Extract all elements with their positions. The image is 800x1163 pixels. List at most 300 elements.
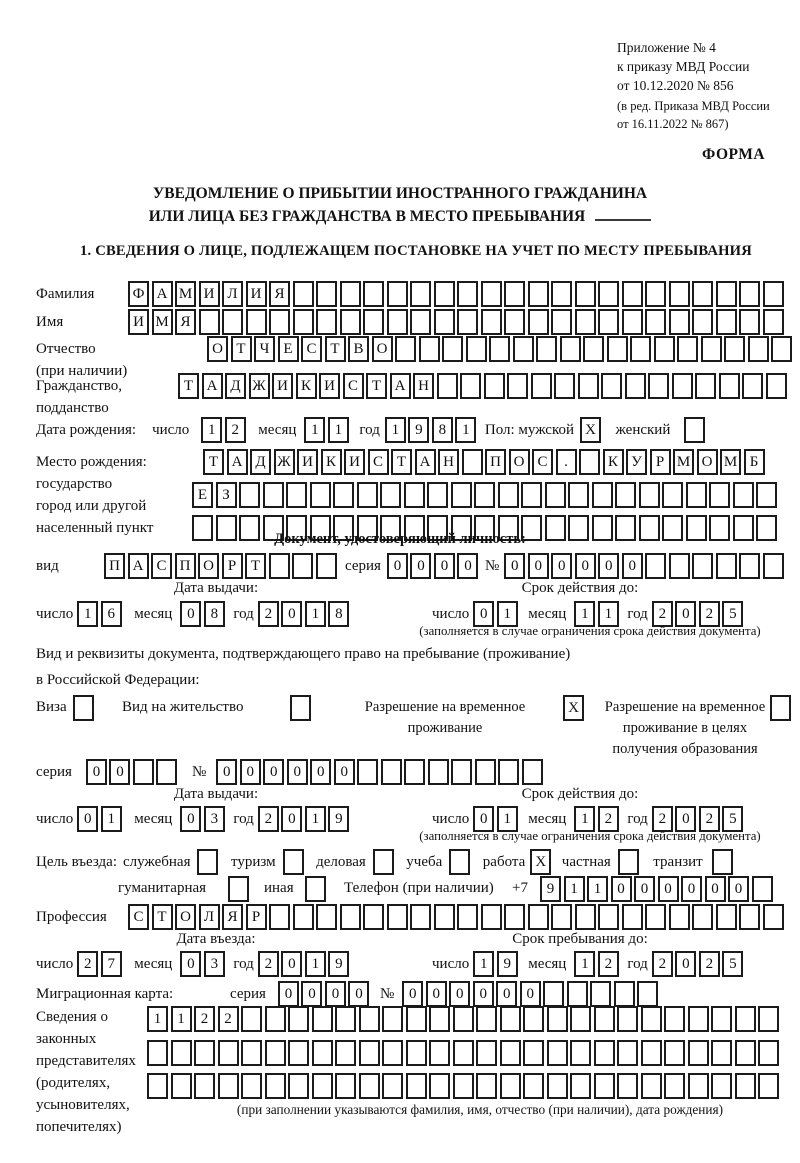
char-box: С — [368, 449, 389, 475]
char-box: 2 — [258, 951, 279, 977]
char-box — [286, 482, 307, 508]
doc-number-label: № — [484, 557, 500, 574]
sex-male-label: Пол: мужской — [484, 421, 575, 438]
char-box: 0 — [310, 759, 331, 785]
birthdate-row — [36, 417, 708, 443]
char-box — [575, 904, 596, 930]
year-label: год — [233, 810, 254, 827]
char-box: И — [128, 309, 149, 335]
representatives-row1-boxes — [147, 1006, 782, 1032]
char-box: Т — [178, 373, 199, 399]
birth-month-boxes — [304, 417, 351, 443]
char-box: 0 — [325, 981, 346, 1007]
char-box — [688, 1006, 709, 1032]
char-box: 9 — [328, 951, 349, 977]
char-box — [615, 482, 636, 508]
surname-boxes — [128, 281, 786, 307]
char-box — [380, 482, 401, 508]
firstname-row — [36, 309, 786, 335]
char-box — [194, 1073, 215, 1099]
doc-kind-label: вид — [36, 557, 59, 574]
char-box: О — [697, 449, 718, 475]
char-box: 2 — [699, 601, 720, 627]
char-box — [528, 904, 549, 930]
char-box — [197, 849, 218, 875]
char-box — [476, 1006, 497, 1032]
char-box — [269, 553, 290, 579]
char-box — [504, 904, 525, 930]
char-box — [269, 309, 290, 335]
char-box — [290, 695, 311, 721]
stay-doc-intro2: в Российской Федерации: — [36, 672, 200, 688]
char-box — [716, 281, 737, 307]
char-box — [382, 1040, 403, 1066]
char-box: 0 — [402, 981, 423, 1007]
char-box: 0 — [180, 806, 201, 832]
char-box: 0 — [301, 981, 322, 1007]
char-box — [554, 373, 575, 399]
issued-year-boxes — [258, 601, 352, 627]
char-box — [695, 373, 716, 399]
char-box — [672, 373, 693, 399]
char-box — [528, 309, 549, 335]
char-box: С — [343, 373, 364, 399]
purpose-official-checkbox — [197, 849, 221, 875]
char-box — [645, 309, 666, 335]
stay-until-title: Срок пребывания до: — [512, 931, 648, 947]
char-box: 0 — [281, 806, 302, 832]
char-box: Т — [203, 449, 224, 475]
char-box: 3 — [204, 806, 225, 832]
char-box — [711, 1040, 732, 1066]
entry-month-boxes — [180, 951, 227, 977]
char-box: Т — [245, 553, 266, 579]
char-box: 0 — [457, 553, 478, 579]
char-box: 0 — [387, 553, 408, 579]
char-box — [335, 1006, 356, 1032]
sex-female-checkbox — [684, 417, 708, 443]
migcard-number-label: № — [379, 985, 395, 1002]
char-box — [662, 482, 683, 508]
char-box — [763, 309, 784, 335]
char-box — [147, 1073, 168, 1099]
char-box: Б — [744, 449, 765, 475]
day-label: число — [36, 605, 74, 622]
char-box — [406, 1073, 427, 1099]
residence-permit-label: Вид на жительство — [122, 699, 244, 715]
char-box — [547, 1073, 568, 1099]
char-box — [551, 281, 572, 307]
doc-kind-boxes — [104, 553, 339, 579]
entry-purpose-row — [36, 849, 735, 875]
firstname-boxes — [128, 309, 786, 335]
char-box — [357, 482, 378, 508]
char-box — [756, 482, 777, 508]
char-box: 8 — [432, 417, 453, 443]
char-box — [669, 553, 690, 579]
char-box — [453, 1073, 474, 1099]
char-box — [504, 281, 525, 307]
char-box — [545, 482, 566, 508]
temp-residence-education-label: Разрешение на временное проживание в целях получения образования — [604, 699, 766, 757]
char-box — [429, 1006, 450, 1032]
purpose-other-label: иная — [264, 880, 294, 896]
day-label: число — [36, 955, 74, 972]
char-box — [735, 1073, 756, 1099]
char-box — [288, 1073, 309, 1099]
citizenship-row — [36, 373, 789, 419]
char-box — [766, 373, 787, 399]
char-box — [648, 373, 669, 399]
temp-residence-education-checkbox — [770, 695, 794, 721]
char-box: Я — [222, 904, 243, 930]
char-box — [771, 336, 792, 362]
char-box — [692, 309, 713, 335]
char-box — [335, 1040, 356, 1066]
char-box — [305, 876, 326, 902]
char-box — [241, 1006, 262, 1032]
doc-series-boxes — [387, 553, 481, 579]
char-box — [590, 981, 611, 1007]
char-box — [293, 904, 314, 930]
char-box — [429, 1040, 450, 1066]
purpose-work-label: работа — [482, 853, 526, 870]
profession-row — [36, 904, 786, 930]
issued-month-boxes — [180, 601, 227, 627]
char-box — [523, 1073, 544, 1099]
phone-label: Телефон (при наличии) — [344, 880, 494, 896]
char-box: Т — [231, 336, 252, 362]
purpose-humanitarian-checkbox — [228, 876, 252, 902]
char-box — [598, 309, 619, 335]
representatives-labels: Сведения о законных представителях (родителях, усыновителях, попечителях) — [36, 1009, 136, 1135]
char-box — [567, 981, 588, 1007]
migration-card-label: Миграционная карта: — [36, 985, 174, 1002]
char-box — [522, 759, 543, 785]
day-label: число — [432, 810, 470, 827]
char-box: А — [227, 449, 248, 475]
char-box — [763, 553, 784, 579]
char-box — [664, 1006, 685, 1032]
char-box: 5 — [722, 951, 743, 977]
char-box — [692, 553, 713, 579]
char-box: 0 — [520, 981, 541, 1007]
char-box — [551, 904, 572, 930]
char-box: 5 — [722, 806, 743, 832]
purpose-official-label: служебная — [122, 853, 191, 870]
char-box: 0 — [473, 806, 494, 832]
purpose-tourism-label: туризм — [230, 853, 276, 870]
purpose-label: Цель въезда: — [36, 853, 117, 870]
visa-checkbox — [73, 695, 97, 721]
char-box — [645, 281, 666, 307]
char-box: 0 — [240, 759, 261, 785]
char-box — [607, 336, 628, 362]
ref-line: от 10.12.2020 № 856 — [617, 78, 734, 93]
birthplace-labels: Место рождения: государство город или другой населенный пункт — [36, 454, 154, 536]
char-box — [462, 449, 483, 475]
char-box: 2 — [598, 951, 619, 977]
char-box: 0 — [281, 601, 302, 627]
doc-validity-note: (заполняется в случае ограничения срока действия документа) — [419, 624, 761, 638]
stay-doc-intro1: Вид и реквизиты документа, подтверждающего право на пребывание (проживание) — [36, 646, 571, 662]
char-box — [410, 309, 431, 335]
char-box — [404, 759, 425, 785]
char-box — [442, 336, 463, 362]
phone-boxes — [540, 876, 775, 902]
char-box — [333, 482, 354, 508]
entry-day-boxes — [77, 951, 124, 977]
title-blank-underline — [595, 205, 651, 221]
char-box: Ф — [128, 281, 149, 307]
char-box: X — [580, 417, 601, 443]
char-box — [451, 482, 472, 508]
char-box — [758, 1040, 779, 1066]
char-box — [156, 759, 177, 785]
char-box: 2 — [258, 601, 279, 627]
char-box: 1 — [497, 806, 518, 832]
char-box: К — [321, 449, 342, 475]
char-box: К — [603, 449, 624, 475]
char-box — [73, 695, 94, 721]
profession-boxes — [128, 904, 786, 930]
surname-row — [36, 281, 786, 307]
char-box — [560, 336, 581, 362]
char-box: 0 — [528, 553, 549, 579]
char-box: И — [246, 281, 267, 307]
char-box — [222, 309, 243, 335]
char-box — [688, 1073, 709, 1099]
char-box: 0 — [598, 553, 619, 579]
char-box: Т — [152, 904, 173, 930]
char-box — [241, 1040, 262, 1066]
visa-label: Виза — [36, 699, 67, 715]
char-box: 1 — [328, 417, 349, 443]
char-box: 2 — [699, 806, 720, 832]
stay-issued-day-boxes — [77, 806, 124, 832]
char-box — [489, 336, 510, 362]
char-box: 0 — [622, 553, 643, 579]
month-label: месяц — [528, 955, 567, 972]
char-box: 0 — [575, 553, 596, 579]
char-box — [507, 373, 528, 399]
char-box: П — [104, 553, 125, 579]
purpose-study-label: учеба — [406, 853, 443, 870]
char-box — [543, 981, 564, 1007]
char-box: 9 — [328, 806, 349, 832]
char-box — [622, 309, 643, 335]
char-box: 0 — [180, 601, 201, 627]
char-box — [594, 1006, 615, 1032]
char-box: И — [344, 449, 365, 475]
char-box: 1 — [598, 601, 619, 627]
char-box — [395, 336, 416, 362]
char-box: 1 — [147, 1006, 168, 1032]
char-box: З — [216, 482, 237, 508]
char-box — [312, 1006, 333, 1032]
char-box: Т — [325, 336, 346, 362]
char-box: О — [198, 553, 219, 579]
char-box — [316, 281, 337, 307]
char-box — [457, 904, 478, 930]
char-box — [669, 904, 690, 930]
entry-date — [36, 951, 352, 977]
char-box — [641, 1073, 662, 1099]
char-box: Р — [650, 449, 671, 475]
migration-card-row — [36, 981, 661, 1007]
char-box — [451, 759, 472, 785]
char-box: 1 — [201, 417, 222, 443]
char-box — [711, 1006, 732, 1032]
char-box — [742, 373, 763, 399]
char-box — [598, 904, 619, 930]
patronymic-boxes — [207, 336, 795, 362]
identity-doc-row — [36, 553, 786, 579]
char-box — [406, 1006, 427, 1032]
char-box: С — [151, 553, 172, 579]
stay-until-date — [432, 951, 746, 977]
char-box: 5 — [722, 601, 743, 627]
char-box — [625, 373, 646, 399]
char-box — [622, 904, 643, 930]
form-label: ФОРМА — [702, 146, 766, 163]
char-box: О — [509, 449, 530, 475]
char-box — [500, 1040, 521, 1066]
birthplace-row1-boxes — [203, 449, 767, 475]
char-box — [617, 1006, 638, 1032]
char-box: Е — [192, 482, 213, 508]
month-label: месяц — [528, 810, 567, 827]
purpose-transit-checkbox — [712, 849, 736, 875]
stay-until-month-boxes — [574, 951, 621, 977]
char-box: 1 — [385, 417, 406, 443]
char-box: 2 — [218, 1006, 239, 1032]
char-box: 1 — [574, 951, 595, 977]
char-box — [498, 482, 519, 508]
char-box — [316, 553, 337, 579]
char-box — [265, 1073, 286, 1099]
stay-until-day-boxes — [473, 951, 520, 977]
char-box — [500, 1006, 521, 1032]
char-box: А — [202, 373, 223, 399]
purpose-business-checkbox — [373, 849, 397, 875]
doc-issued-title: Дата выдачи: — [173, 580, 259, 596]
form-title-line2: ИЛИ ЛИЦА БЕЗ ГРАЖДАНСТВА В МЕСТО ПРЕБЫВАНИЯ — [0, 205, 800, 228]
char-box: 2 — [598, 806, 619, 832]
char-box — [711, 1073, 732, 1099]
char-box: 0 — [675, 601, 696, 627]
char-box: У — [626, 449, 647, 475]
char-box — [218, 1073, 239, 1099]
char-box: О — [207, 336, 228, 362]
char-box: М — [720, 449, 741, 475]
char-box — [622, 281, 643, 307]
char-box — [340, 281, 361, 307]
char-box — [263, 482, 284, 508]
char-box — [373, 849, 394, 875]
char-box — [387, 309, 408, 335]
char-box: Т — [366, 373, 387, 399]
char-box: С — [532, 449, 553, 475]
char-box — [269, 904, 290, 930]
patronymic-label: Отчество (при наличии) — [36, 341, 128, 379]
char-box: 9 — [408, 417, 429, 443]
char-box — [739, 309, 760, 335]
year-label: год — [627, 810, 648, 827]
day-label: число — [432, 955, 470, 972]
doc-number-boxes — [504, 553, 786, 579]
char-box — [654, 336, 675, 362]
char-box — [359, 1006, 380, 1032]
char-box — [601, 373, 622, 399]
char-box — [513, 336, 534, 362]
char-box: X — [563, 695, 584, 721]
char-box: 0 — [426, 981, 447, 1007]
char-box: 1 — [305, 806, 326, 832]
char-box — [457, 281, 478, 307]
day-label: число — [36, 810, 74, 827]
sex-male-checkbox — [580, 417, 604, 443]
char-box — [594, 1040, 615, 1066]
char-box: 0 — [705, 876, 726, 902]
char-box — [457, 309, 478, 335]
doc-series-label: серия — [345, 557, 381, 574]
char-box: В — [348, 336, 369, 362]
purpose-transit-label: транзит — [653, 853, 703, 870]
char-box — [340, 309, 361, 335]
char-box: К — [296, 373, 317, 399]
char-box — [382, 1006, 403, 1032]
char-box — [547, 1040, 568, 1066]
char-box — [363, 904, 384, 930]
char-box: М — [673, 449, 694, 475]
section1-title: 1. СВЕДЕНИЯ О ЛИЦЕ, ПОДЛЕЖАЩЕМ ПОСТАНОВКЕ НА УЧЕТ ПО МЕСТУ ПРЕБЫВАНИЯ — [80, 243, 752, 259]
char-box — [147, 1040, 168, 1066]
char-box — [410, 281, 431, 307]
issued-day-boxes — [77, 601, 124, 627]
char-box — [404, 482, 425, 508]
char-box — [521, 482, 542, 508]
char-box — [246, 309, 267, 335]
stay-issued-year-boxes — [258, 806, 352, 832]
char-box — [748, 336, 769, 362]
char-box: 0 — [348, 981, 369, 1007]
char-box: 0 — [496, 981, 517, 1007]
char-box — [228, 876, 249, 902]
char-box — [310, 482, 331, 508]
char-box: 0 — [263, 759, 284, 785]
char-box — [239, 482, 260, 508]
ref-line: к приказу МВД России — [617, 59, 750, 74]
char-box — [592, 482, 613, 508]
day-label: число — [432, 605, 470, 622]
entry-date-title: Дата въезда: — [176, 931, 256, 947]
char-box: 0 — [216, 759, 237, 785]
series-label: серия — [36, 763, 72, 780]
migcard-series-label: серия — [230, 985, 266, 1002]
char-box — [434, 309, 455, 335]
char-box: С — [128, 904, 149, 930]
char-box — [316, 309, 337, 335]
month-label: месяц — [258, 421, 297, 438]
char-box — [719, 373, 740, 399]
ref-line: Приложение № 4 — [617, 40, 716, 55]
purpose-tourism-checkbox — [283, 849, 307, 875]
char-box — [733, 482, 754, 508]
char-box: Е — [278, 336, 299, 362]
char-box — [641, 1006, 662, 1032]
char-box: X — [530, 849, 551, 875]
